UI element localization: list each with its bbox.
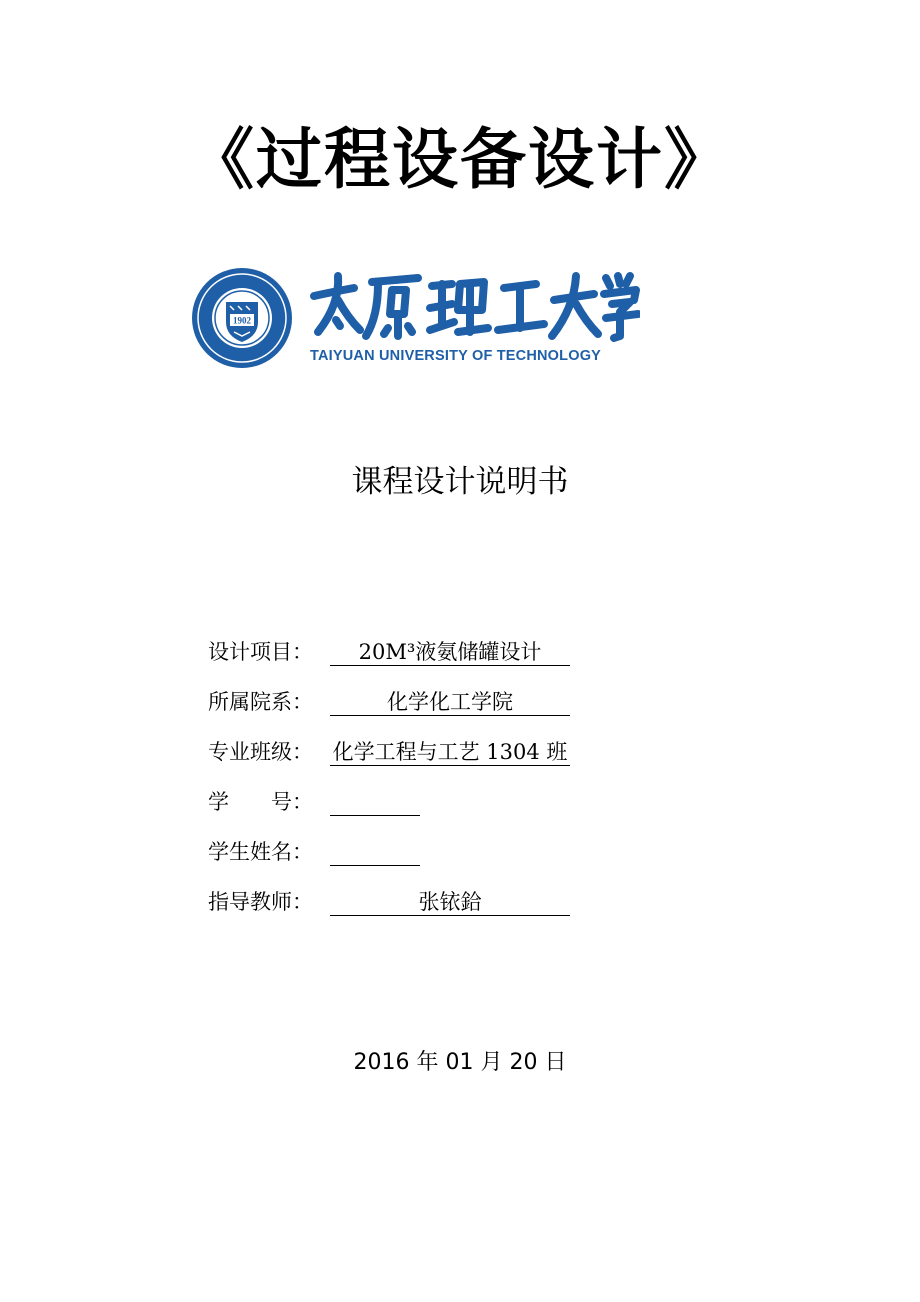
- info-label: 学 号：: [208, 790, 313, 814]
- course-title: 《过程设备设计》: [188, 121, 732, 198]
- info-label: 所属院系：: [208, 690, 313, 714]
- info-row-class: [208, 716, 570, 766]
- info-row-student-name: [208, 816, 570, 866]
- university-english-name: TAIYUAN UNIVERSITY OF TECHNOLOGY: [310, 348, 602, 364]
- document-date: 2016 年 01 月 20 日: [353, 1050, 567, 1075]
- university-seal-icon: [190, 266, 294, 370]
- info-row-department: [208, 666, 570, 716]
- info-label: 指导教师：: [208, 890, 313, 914]
- info-row-student-id: [208, 766, 570, 816]
- info-value-student-name: [330, 839, 420, 866]
- university-name-calligraphy: [308, 270, 640, 344]
- project-info: [208, 616, 570, 916]
- info-value-class: 化学工程与工艺 1304 班: [330, 739, 570, 766]
- info-value-department: 化学化工学院: [330, 689, 570, 716]
- info-label: 专业班级：: [208, 740, 313, 764]
- info-row-advisor: [208, 866, 570, 916]
- university-logo: [190, 266, 650, 376]
- info-value-student-id: [330, 789, 420, 816]
- info-label: 学生姓名：: [208, 840, 313, 864]
- info-value-project: 20M³液氨储罐设计: [330, 639, 570, 666]
- info-value-advisor: 张铱鉿: [330, 889, 570, 916]
- info-row-project: [208, 616, 570, 666]
- document-subtitle: 课程设计说明书: [351, 464, 569, 500]
- seal-year: 1902: [233, 315, 251, 326]
- info-label: 设计项目：: [208, 640, 313, 664]
